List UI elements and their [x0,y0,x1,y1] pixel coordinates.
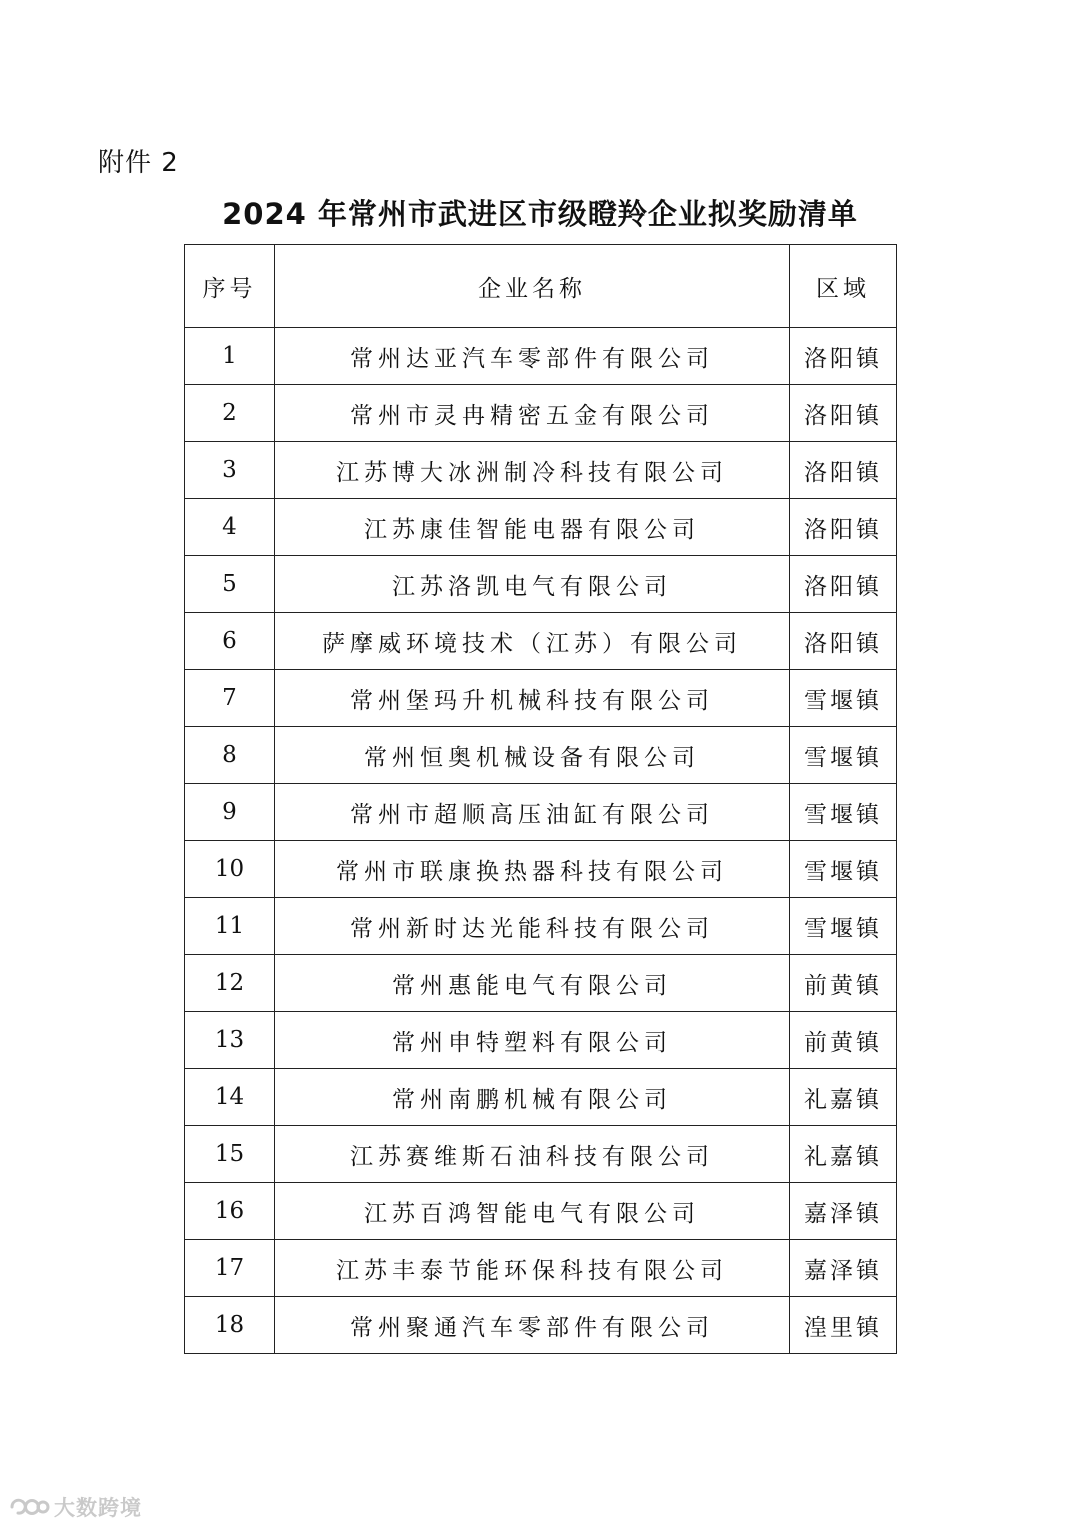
attachment-label: 附件 2 [98,148,179,178]
table-row [185,613,897,670]
enterprise-name: 江苏赛维斯石油科技有限公司 [275,1126,790,1183]
table-body [185,328,897,1354]
table-row [185,1126,897,1183]
table-row [185,1069,897,1126]
enterprise-name: 常州新时达光能科技有限公司 [275,898,790,955]
region-name: 雪堰镇 [790,727,897,784]
row-index: 7 [185,670,275,727]
enterprise-name: 江苏博大冰洲制冷科技有限公司 [275,442,790,499]
enterprise-name: 常州市超顺高压油缸有限公司 [275,784,790,841]
enterprise-name: 常州市联康换热器科技有限公司 [275,841,790,898]
table-row [185,1240,897,1297]
region-name: 嘉泽镇 [790,1183,897,1240]
region-name: 洛阳镇 [790,499,897,556]
enterprise-name: 常州恒奥机械设备有限公司 [275,727,790,784]
enterprise-name: 江苏百鸿智能电气有限公司 [275,1183,790,1240]
region-name: 雪堰镇 [790,841,897,898]
region-name: 雪堰镇 [790,670,897,727]
region-name: 洛阳镇 [790,442,897,499]
table-row [185,556,897,613]
enterprise-name: 常州南鹏机械有限公司 [275,1069,790,1126]
watermark-text: 大数跨境 [54,1496,142,1520]
row-index: 2 [185,385,275,442]
row-index: 15 [185,1126,275,1183]
row-index: 5 [185,556,275,613]
row-index: 3 [185,442,275,499]
watermark-logo-icon [8,1495,50,1519]
region-name: 洛阳镇 [790,385,897,442]
table-row [185,841,897,898]
enterprise-name: 常州聚通汽车零部件有限公司 [275,1297,790,1354]
region-name: 雪堰镇 [790,898,897,955]
table-row [185,955,897,1012]
table-row [185,328,897,385]
row-index: 9 [185,784,275,841]
region-name: 洛阳镇 [790,328,897,385]
region-name: 礼嘉镇 [790,1126,897,1183]
row-index: 14 [185,1069,275,1126]
table-row [185,670,897,727]
table-row [185,1012,897,1069]
table-row [185,499,897,556]
region-name: 前黄镇 [790,1012,897,1069]
table-header-row [185,245,897,328]
row-index: 10 [185,841,275,898]
table-row [185,1297,897,1354]
table-row [185,898,897,955]
table-row [185,727,897,784]
region-name: 雪堰镇 [790,784,897,841]
watermark [8,1492,142,1522]
enterprise-name: 江苏丰泰节能环保科技有限公司 [275,1240,790,1297]
enterprise-name: 常州惠能电气有限公司 [275,955,790,1012]
page-title: 2024 年常州市武进区市级瞪羚企业拟奖励清单 [222,197,858,231]
header-region: 区域 [790,245,897,328]
enterprise-name: 常州市灵冉精密五金有限公司 [275,385,790,442]
enterprise-name: 江苏洛凯电气有限公司 [275,556,790,613]
header-enterprise-name: 企业名称 [275,245,790,328]
enterprise-name: 萨摩威环境技术（江苏）有限公司 [275,613,790,670]
row-index: 1 [185,328,275,385]
table-row [185,442,897,499]
header-index: 序号 [185,245,275,328]
enterprise-name: 常州堡玛升机械科技有限公司 [275,670,790,727]
region-name: 前黄镇 [790,955,897,1012]
row-index: 16 [185,1183,275,1240]
enterprise-name: 常州达亚汽车零部件有限公司 [275,328,790,385]
region-name: 洛阳镇 [790,613,897,670]
enterprise-table [184,244,897,1354]
row-index: 18 [185,1297,275,1354]
table-row [185,385,897,442]
region-name: 洛阳镇 [790,556,897,613]
table-row [185,784,897,841]
table-row [185,1183,897,1240]
row-index: 8 [185,727,275,784]
row-index: 12 [185,955,275,1012]
row-index: 13 [185,1012,275,1069]
enterprise-name: 江苏康佳智能电器有限公司 [275,499,790,556]
row-index: 17 [185,1240,275,1297]
enterprise-name: 常州申特塑料有限公司 [275,1012,790,1069]
region-name: 湟里镇 [790,1297,897,1354]
row-index: 11 [185,898,275,955]
region-name: 礼嘉镇 [790,1069,897,1126]
region-name: 嘉泽镇 [790,1240,897,1297]
row-index: 6 [185,613,275,670]
row-index: 4 [185,499,275,556]
